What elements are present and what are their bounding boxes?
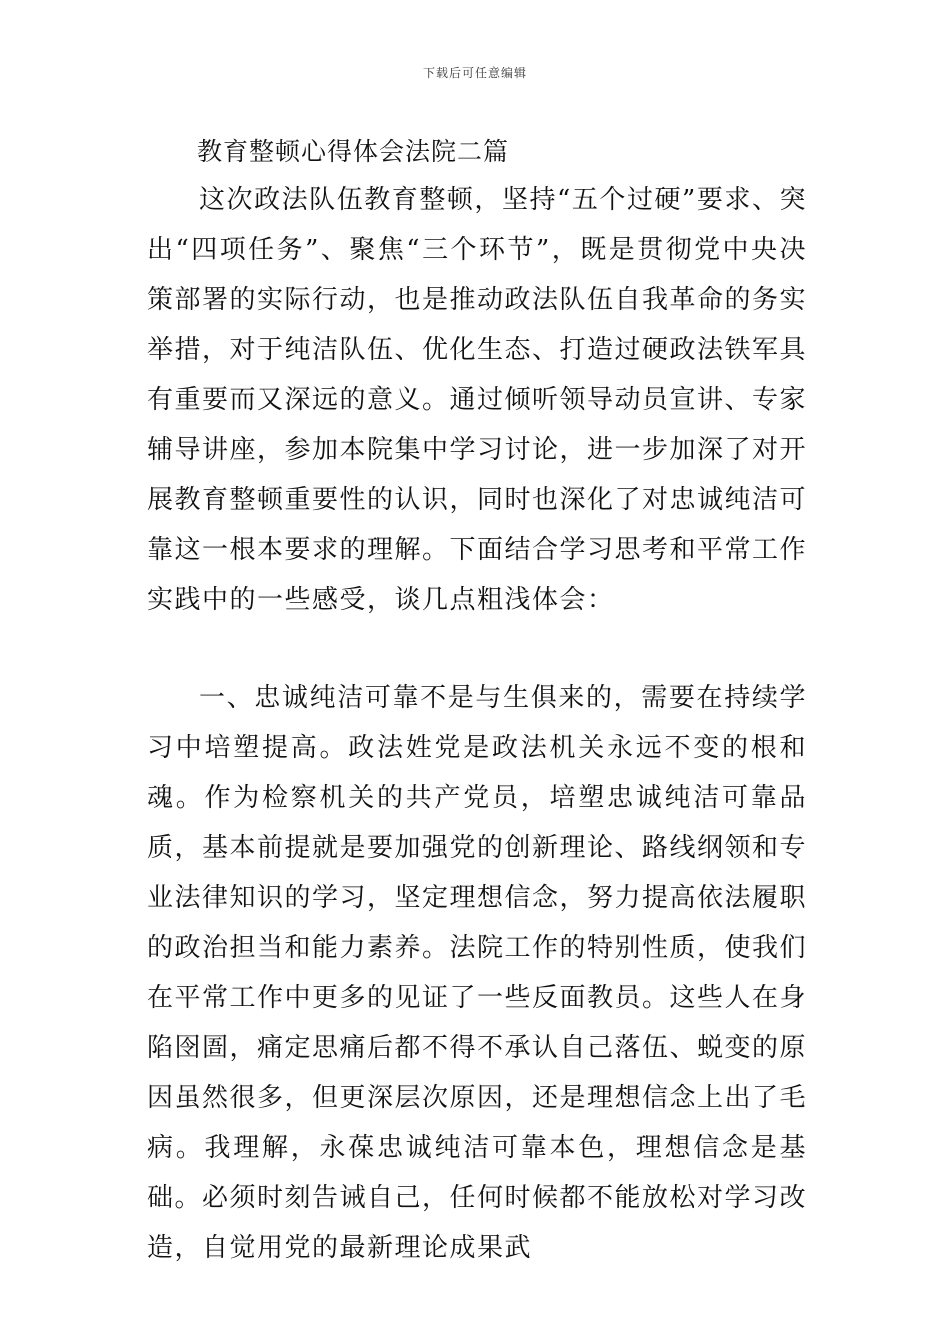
- paragraph-section-one: 一、忠诚纯洁可靠不是与生俱来的，需要在持续学习中培塑提高。政法姓党是政法机关永远不变的根和魂。作为检察机关的共产党员，培塑忠诚纯洁可靠品质，基本前提就是要加强党的创新理论、路线纲领和专业法律知识的学习，坚定理想信念，努力提高依法履职的政治担当和能力素养。法院工作的特别性质，使我们在平常工作中更多的见证了一些反面教员。这些人在身陷囹圄，痛定思痛后都不得不承认自己落伍、蜕变的原因虽然很多，但更深层次原因，还是理想信念上出了毛病。我理解，永葆忠诚纯洁可靠本色，理想信念是基础。必须时刻告诫自己，任何时候都不能放松对学习改造，自觉用党的最新理论成果武: [147, 683, 808, 1263]
- paragraph-intro: 这次政法队伍教育整顿，坚持“五个过硬”要求、突出“四项任务”、聚焦“三个环节”，既是贯彻党中央决策部署的实际行动，也是推动政法队伍自我革命的务实举措，对于纯洁队伍、优化生态、打造过硬政法铁军具有重要而又深远的意义。通过倾听领导动员宣讲、专家辅导讲座，参加本院集中学习讨论，进一步加深了对开展教育整顿重要性的认识，同时也深化了对忠诚纯洁可靠这一根本要求的理解。下面结合学习思考和平常工作实践中的一些感受，谈几点粗浅体会：: [147, 185, 808, 615]
- document-title: 教育整顿心得体会法院二篇: [197, 137, 510, 166]
- header-note: 下载后可任意编辑: [422, 66, 527, 80]
